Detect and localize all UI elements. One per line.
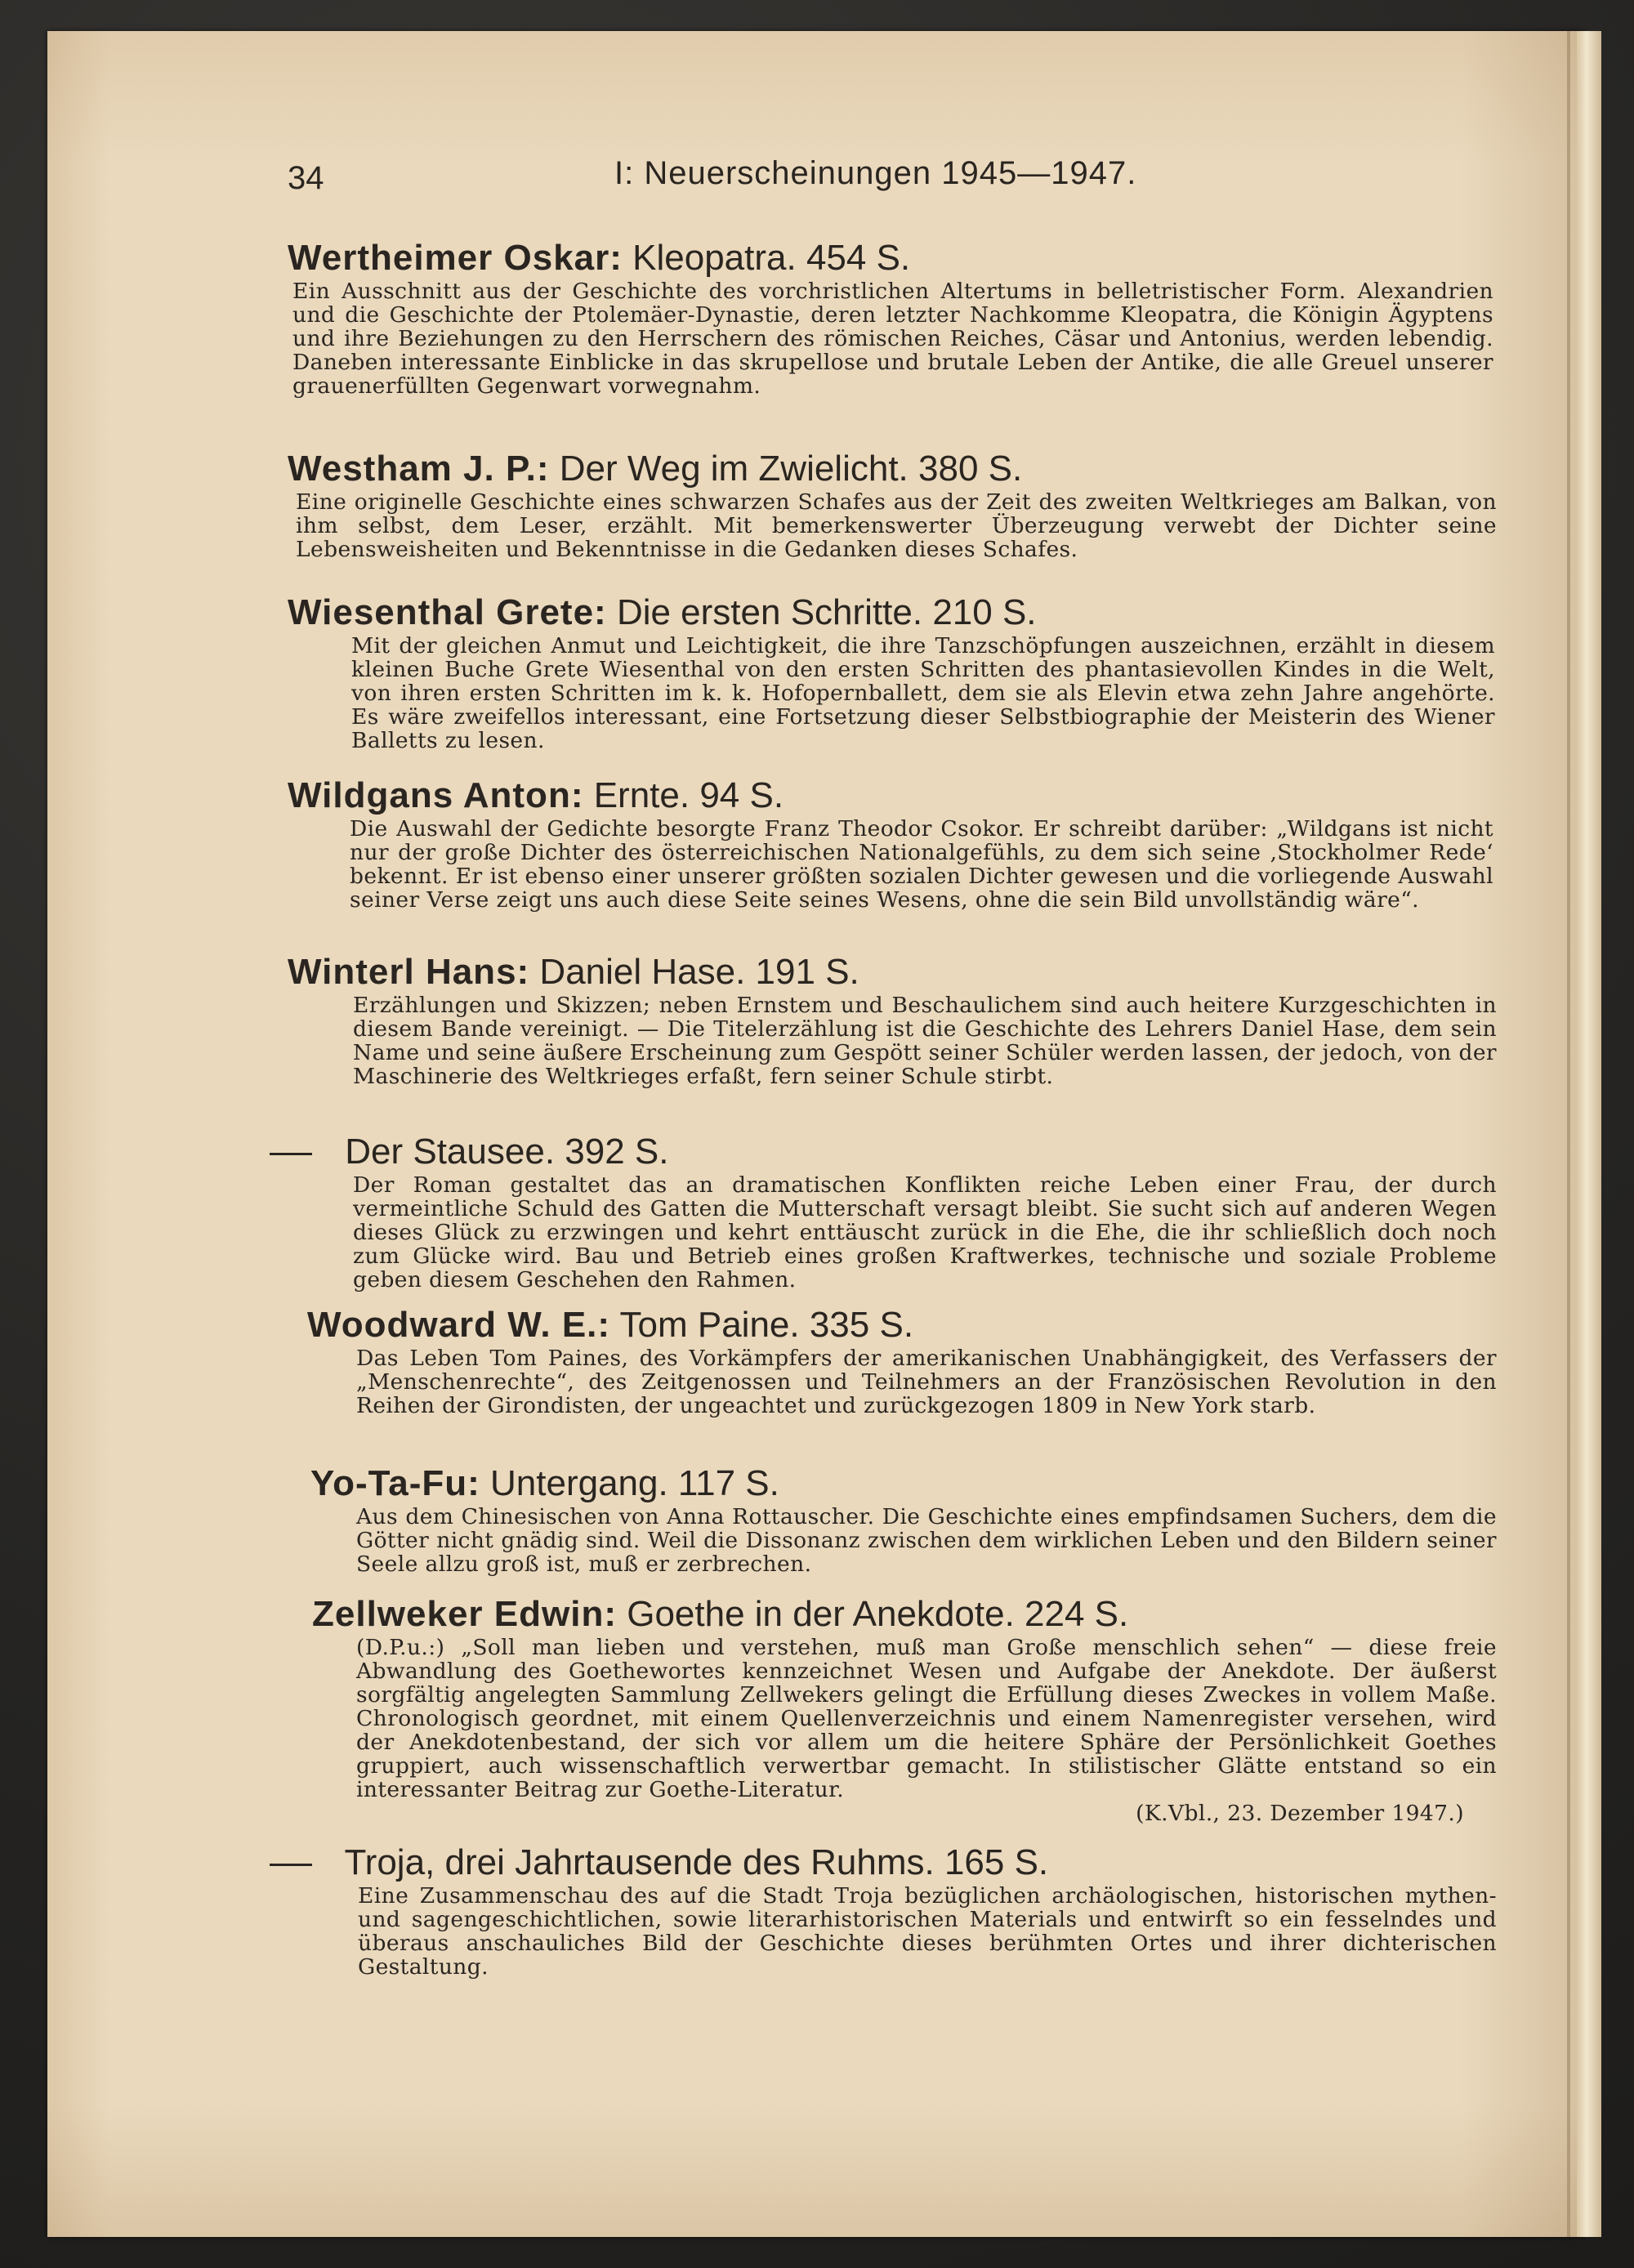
entry-description: Mit der gleichen Anmut und Leichtigkeit, die ihre Tanzschöpfungen auszeichnen, erzählt in diesem kleinen Buche Grete Wiesenthal von den ersten Schritten des phantasievollen Kindes in die Welt, von ihren ersten Schritten im k. k. Hofopernballett, dem sie als Elevin etwa zehn Jahre angehörte. Es wäre zweifellos interessant, eine Fortsetzung dieser Selbstbiographie der Meisterin des Wiener Balletts zu lesen.: [351, 633, 1495, 753]
page-header: [288, 155, 1497, 209]
entry-description: Erzählungen und Skizzen; neben Ernstem und Beschaulichem sind auch heitere Kurzgeschichten in diesem Bande vereinigt. — Die Titelerzählung ist die Geschichte des Lehrers Daniel Hase, dem sein Name und seine äußere Erscheinung zum Gespött seiner Schüler werden lassen, der jedoch, von der Maschinerie des Weltkrieges erfaßt, fern seiner Schule stirbt.: [353, 993, 1497, 1089]
entry-description: Eine originelle Geschichte eines schwarzen Schafes aus der Zeit des zweiten Weltkrieges am Balkan, von ihm selbst, dem Leser, erzählt. Mit bemerkenswerter Überzeugung verwebt der Dichter seine Lebensweisheiten und Bekenntnisse in die Gedanken dieses Schafes.: [296, 489, 1497, 562]
entry-author: Zellweker Edwin:: [312, 1594, 617, 1634]
page-edge: [1577, 31, 1601, 2237]
entry-description: (D.P.u.:) „Soll man lieben und verstehen, muß man Große menschlich sehen“ — diese freie Abwandlung des Goethewortes kennzeichnet Wesen und Aufgabe der Anekdote. Der äußerst sorgfältig angelegten Sammlung Zellwekers gelingt die Erfüllung dieses Zweckes in vollem Maße. Chronologisch geordnet, mit einem Quellenverzeichnis und einem Namenregister versehen, wird der Anekdotenbestand, der sich vor allem um die heitere Sphäre der Persönlichkeit Goethes gruppiert, auch wissenschaftlich verwertbar gemacht. In stilistischer Glätte entstand so ein interessanter Beitrag zur Goethe-Literatur.: [356, 1635, 1497, 1802]
entry-author: Winterl Hans:: [288, 952, 530, 992]
entry-title: Goethe in der Anekdote. 224 S.: [627, 1594, 1129, 1634]
entry-headline: [288, 951, 1497, 993]
entry-headline: [288, 1593, 1497, 1636]
running-title: I: Neuerscheinungen 1945—1947.: [614, 155, 1137, 191]
entry-title: Ernte. 94 S.: [593, 775, 784, 815]
ditto-dash: [270, 1153, 312, 1155]
entry-headline: [288, 1304, 1497, 1346]
entry-description: Die Auswahl der Gedichte besorgte Franz Theodor Csokor. Er schreibt darüber: „Wildgans ist nicht nur der große Dichter des österreichischen Nationalgefühls, zu dem sich seine ‚Stockholmer Rede‘ bekennt. Er ist ebenso einer unserer größten sozialen Dichter gewesen und die vorliegende Auswahl seiner Verse zeigt uns auch diese Seite seines Wesens, ohne die sein Bild unvollständig wäre“.: [350, 816, 1493, 913]
entry-description: Das Leben Tom Paines, des Vorkämpfers der amerikanischen Unabhängigkeit, des Verfassers der „Menschenrechte“, des Zeitgenossen und Teilnehmers an der Französischen Revolution in den Reihen der Girondisten, der ungeachtet und zurückgezogen 1809 in New York starb.: [356, 1346, 1497, 1418]
entry-headline: [288, 592, 1497, 634]
book-entry-yo-ta-fu: [288, 1462, 1497, 1576]
book-entry-wertheimer: [288, 237, 1497, 398]
entry-author: Yo-Ta-Fu:: [310, 1463, 480, 1503]
entry-author: Wildgans Anton:: [288, 775, 584, 815]
book-entry-troja: [288, 1842, 1497, 1979]
book-entry-wiesenthal: [288, 592, 1497, 752]
entry-headline: [288, 1842, 1497, 1884]
entry-author: Wiesenthal Grete:: [288, 592, 607, 632]
entry-description: Aus dem Chinesischen von Anna Rottauscher. Die Geschichte eines empfindsamen Suchers, dem die Götter nicht gnädig sind. Weil die Dissonanz zwischen dem wirklichen Leben und den Bildern seiner Seele allzu groß ist, muß er zerbrechen.: [356, 1504, 1497, 1577]
entry-description: Eine Zusammenschau des auf die Stadt Troja bezüglichen archäologischen, historischen mythen- und sagengeschichtlichen, sowie literarhistorischen Materials und entwirft so ein fesselndes und überaus anschauliches Bild der Geschichte dieses berühmten Ortes und ihrer dichterischen Gestaltung.: [358, 1883, 1497, 1980]
entry-title: Der Stausee. 392 S.: [345, 1132, 669, 1172]
book-entry-zellweker: [288, 1593, 1497, 1825]
entry-title: Der Weg im Zwielicht. 380 S.: [559, 449, 1023, 489]
entry-headline: [288, 1131, 1497, 1173]
entry-source: [356, 1801, 1497, 1825]
entry-title: Troja, drei Jahrtausende des Ruhms. 165 S.: [344, 1842, 1049, 1882]
book-entry-der-stausee: [288, 1131, 1497, 1292]
entry-title: Daniel Hase. 191 S.: [539, 952, 859, 992]
entry-title: Die ersten Schritte. 210 S.: [616, 592, 1037, 632]
entry-description: Ein Ausschnitt aus der Geschichte des vorchristlichen Altertums in belletristischer Form. Alexandrien und die Geschichte der Ptolemäer-Dynastie, deren letzter Nachkomme Kleopatra, die Königin Ägyptens und ihre Beziehungen zu den Herrschern des römischen Reiches, Cäsar und Antonius, werden lebendig. Daneben interessante Einblicke in das skrupellose und brutale Leben der Antike, die alle Greuel unserer grauenerfüllten Gegenwart vorwegnahm.: [292, 279, 1493, 399]
ditto-dash: [270, 1864, 312, 1866]
book-entry-westham: [288, 448, 1497, 561]
entry-title: Kleopatra. 454 S.: [632, 238, 911, 278]
entry-headline: [288, 448, 1497, 490]
entry-author: Westham J. P.:: [288, 449, 550, 489]
entry-headline: [288, 775, 1497, 817]
entry-headline: [288, 237, 1497, 279]
entry-title: Untergang. 117 S.: [490, 1463, 779, 1503]
entry-author: Woodward W. E.:: [307, 1305, 611, 1345]
entry-headline: [288, 1462, 1497, 1505]
entry-author: Wertheimer Oskar:: [288, 238, 623, 278]
book-entry-woodward: [288, 1304, 1497, 1418]
page-gutter: [1567, 31, 1570, 2237]
book-entry-wildgans: [288, 775, 1497, 912]
source-citation: (K.Vbl., 23. Dezember 1947.): [1136, 1801, 1464, 1826]
book-entry-winterl: [288, 951, 1497, 1088]
entry-title: Tom Paine. 335 S.: [619, 1305, 914, 1345]
entry-description: Der Roman gestaltet das an dramatischen Konflikten reiche Leben einer Frau, der durch vermeintliche Schuld des Gatten die Mutterschaft versagt bleibt. Sie sucht sich auf anderen Wegen dieses Glück zu erzwingen und kehrt enttäuscht zurück in die Ehe, die ihr schließlich doch noch zum Glücke wird. Bau und Betrieb eines großen Kraftwerkes, technische und soziale Probleme geben diesem Geschehen den Rahmen.: [353, 1172, 1497, 1292]
page-number: 34: [288, 160, 324, 196]
